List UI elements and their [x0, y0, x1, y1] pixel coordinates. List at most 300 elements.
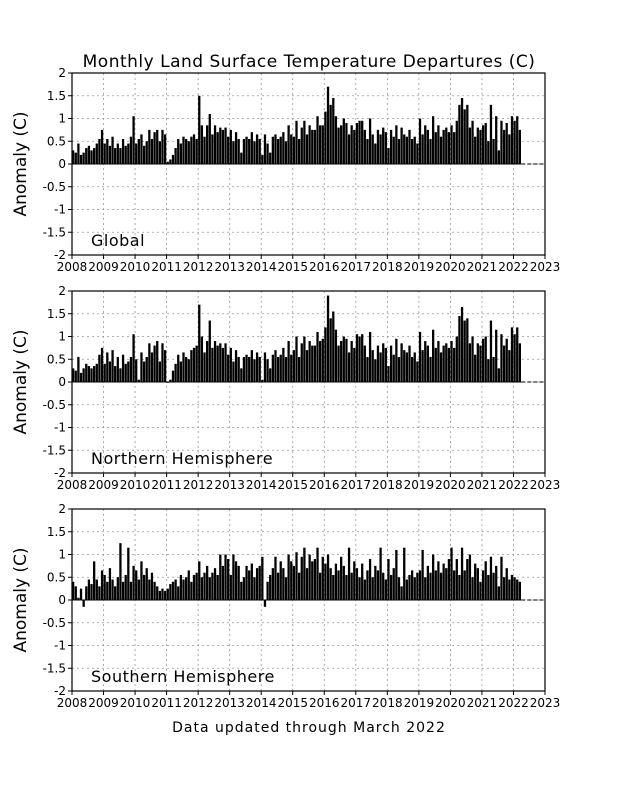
bar [211, 134, 213, 164]
x-tick-label: 2017 [340, 478, 372, 492]
bar [508, 580, 510, 600]
bar [498, 586, 500, 600]
bar [135, 144, 137, 164]
bar [421, 550, 423, 600]
bar [256, 568, 258, 600]
x-tick-label: 2011 [151, 696, 182, 710]
bar [238, 357, 240, 382]
bar [106, 352, 108, 382]
bar [198, 305, 200, 382]
bar [188, 141, 190, 164]
bar [445, 343, 447, 382]
bar [479, 130, 481, 164]
bar [403, 350, 405, 382]
bar [364, 580, 366, 600]
panel-label: Southern Hemisphere [91, 667, 275, 686]
bar [335, 330, 337, 382]
bar [316, 548, 318, 600]
bar [379, 134, 381, 164]
bar [356, 568, 358, 600]
bar [109, 362, 111, 382]
y-axis-label: Anomaly (C) [11, 329, 31, 435]
bar [487, 575, 489, 600]
bar [282, 132, 284, 164]
bar [264, 134, 266, 164]
bar [151, 352, 153, 382]
bar [319, 341, 321, 382]
bar [485, 337, 487, 383]
x-tick-label: 2023 [529, 260, 561, 274]
bar [85, 364, 87, 382]
bar [148, 580, 150, 600]
bar [132, 116, 134, 164]
bar [227, 559, 229, 600]
bar [322, 557, 324, 600]
bar [382, 128, 384, 164]
x-tick-label: 2009 [88, 260, 119, 274]
bar [311, 346, 313, 382]
bar [311, 130, 313, 164]
bar [132, 334, 134, 382]
y-tick-label: 0 [58, 593, 66, 607]
bar [411, 570, 413, 600]
bar [106, 582, 108, 600]
bar [287, 341, 289, 382]
x-tick-label: 2015 [277, 260, 309, 274]
bar [322, 125, 324, 164]
bar [393, 355, 395, 382]
bar [277, 139, 279, 164]
bar [385, 132, 387, 164]
bar [269, 153, 271, 164]
bar [117, 357, 119, 382]
bar [174, 364, 176, 382]
bar [96, 144, 98, 164]
bar [224, 128, 226, 164]
bar [369, 332, 371, 382]
x-tick-label: 2023 [529, 478, 561, 492]
bar [125, 575, 127, 600]
bar [519, 343, 521, 382]
bar [348, 548, 350, 600]
bar [140, 561, 142, 600]
bar [203, 352, 205, 382]
bar [253, 359, 255, 382]
bar [303, 121, 305, 164]
chart-panels [11, 66, 560, 710]
bar [222, 566, 224, 600]
bar [298, 139, 300, 164]
bar [188, 359, 190, 382]
bar [96, 580, 98, 600]
bar [93, 561, 95, 600]
bar [471, 121, 473, 164]
bar [301, 128, 303, 164]
bar [159, 362, 161, 382]
bar [374, 144, 376, 164]
bar [445, 128, 447, 164]
x-tick-label: 2016 [308, 478, 340, 492]
bar [224, 555, 226, 601]
bar [485, 123, 487, 164]
bar [303, 548, 305, 600]
bar [190, 137, 192, 164]
bar [122, 139, 124, 164]
bar [495, 566, 497, 600]
bar [161, 589, 163, 600]
bar [332, 311, 334, 382]
bar [232, 362, 234, 382]
bar [356, 123, 358, 164]
y-tick-label: 0.5 [46, 352, 66, 367]
bar [340, 557, 342, 600]
bar [372, 134, 374, 164]
bar [272, 568, 274, 600]
bar [411, 357, 413, 382]
bar [217, 575, 219, 600]
bar [293, 350, 295, 382]
bar [135, 570, 137, 600]
bar [500, 121, 502, 164]
bar [335, 564, 337, 600]
bar [130, 357, 132, 382]
bar [351, 573, 353, 600]
panel-label: Global [91, 231, 146, 250]
bar [119, 543, 121, 600]
bar [487, 359, 489, 382]
data-updated-note: Data updated through March 2022 [172, 720, 446, 736]
bar [330, 568, 332, 600]
x-tick-label: 2020 [435, 260, 466, 274]
bar [453, 132, 455, 164]
bar [245, 566, 247, 600]
bar [356, 334, 358, 382]
y-tick-label: 0 [58, 157, 66, 171]
x-tick-label: 2012 [182, 478, 214, 492]
bar [153, 346, 155, 382]
bar [224, 343, 226, 382]
bar [132, 566, 134, 600]
bar [125, 364, 127, 382]
bar [427, 566, 429, 600]
bar [243, 139, 245, 164]
bar [340, 341, 342, 382]
y-tick-label: -2 [54, 466, 66, 480]
bar [188, 570, 190, 600]
x-tick-label: 2012 [182, 260, 214, 274]
bar [111, 137, 113, 164]
bar [474, 564, 476, 600]
bar [361, 334, 363, 382]
bar [203, 137, 205, 164]
bar [435, 570, 437, 600]
bar [372, 577, 374, 600]
bar [214, 568, 216, 600]
bar [143, 575, 145, 600]
bar [277, 573, 279, 600]
bar [127, 144, 129, 164]
y-tick-label: 1 [58, 329, 66, 344]
bar [482, 570, 484, 600]
bar [98, 586, 100, 600]
y-tick-label: 2 [58, 502, 66, 516]
x-tick-label: 2010 [119, 260, 151, 274]
y-tick-label: -1.5 [42, 661, 66, 676]
x-tick-label: 2017 [340, 260, 372, 274]
y-tick-label: 1 [58, 547, 66, 562]
bar [280, 137, 282, 164]
bar [440, 352, 442, 382]
bar [290, 355, 292, 382]
bar [119, 368, 121, 382]
bar [243, 357, 245, 382]
bar [314, 559, 316, 600]
bar [424, 341, 426, 382]
bar [146, 141, 148, 164]
bar [437, 561, 439, 600]
bar [508, 134, 510, 164]
bar [495, 116, 497, 164]
bar [311, 561, 313, 600]
bar [266, 144, 268, 164]
bar [511, 327, 513, 382]
bar [114, 586, 116, 600]
y-tick-label: -0.5 [42, 615, 66, 630]
bar [519, 582, 521, 600]
bar [506, 339, 508, 382]
chart-panel-0 [11, 66, 560, 274]
bar [230, 130, 232, 164]
x-tick-label: 2014 [245, 260, 277, 274]
bar [185, 357, 187, 382]
bar [180, 144, 182, 164]
bar [358, 121, 360, 164]
bar [324, 112, 326, 164]
y-tick-label: 0 [58, 375, 66, 389]
bar [474, 355, 476, 382]
bar [130, 582, 132, 600]
bar [211, 573, 213, 600]
y-tick-label: -1 [54, 638, 66, 653]
bar [519, 130, 521, 164]
bar [198, 96, 200, 164]
bar [135, 359, 137, 382]
bar [450, 548, 452, 600]
bar [259, 357, 261, 382]
bar [466, 318, 468, 382]
bar [395, 339, 397, 382]
bar [429, 139, 431, 164]
bar [274, 134, 276, 164]
bar [358, 337, 360, 383]
y-tick-label: -0.5 [42, 397, 66, 412]
bar [185, 139, 187, 164]
x-tick-label: 2011 [151, 478, 182, 492]
bar [161, 343, 163, 382]
bar [477, 128, 479, 164]
bar [280, 355, 282, 382]
bar [214, 341, 216, 382]
bar [177, 586, 179, 600]
bar [180, 575, 182, 600]
bar [287, 555, 289, 601]
bar [379, 548, 381, 600]
bar [130, 137, 132, 164]
bar [138, 139, 140, 164]
bar [406, 137, 408, 164]
bar [161, 130, 163, 164]
bar [206, 341, 208, 382]
bar [382, 573, 384, 600]
bar [80, 373, 82, 382]
x-tick-label: 2015 [277, 696, 309, 710]
x-tick-label: 2022 [498, 696, 529, 710]
bar [406, 352, 408, 382]
bar [182, 580, 184, 600]
bar [340, 125, 342, 164]
bar [251, 132, 253, 164]
bar [450, 125, 452, 164]
bar [174, 580, 176, 600]
bar [503, 346, 505, 382]
bar [437, 125, 439, 164]
bar [377, 346, 379, 382]
y-axis-label: Anomaly (C) [11, 111, 31, 217]
bar [148, 343, 150, 382]
bar [393, 137, 395, 164]
bar [83, 368, 85, 382]
x-tick-label: 2009 [88, 696, 119, 710]
bar [290, 561, 292, 600]
bar [366, 139, 368, 164]
bar [348, 352, 350, 382]
y-tick-label: 0.5 [46, 134, 66, 149]
bar [492, 139, 494, 164]
bar [393, 568, 395, 600]
bar [272, 137, 274, 164]
bar [503, 130, 505, 164]
bar [513, 334, 515, 382]
bar [230, 348, 232, 382]
bar [235, 350, 237, 382]
bar [206, 125, 208, 164]
bar [90, 584, 92, 600]
bar [408, 346, 410, 382]
y-tick-label: 0.5 [46, 570, 66, 585]
y-tick-label: 1.5 [46, 524, 66, 539]
bar [232, 141, 234, 164]
bar [414, 352, 416, 382]
bar [330, 105, 332, 164]
bar [461, 98, 463, 164]
bar [374, 566, 376, 600]
bar [335, 116, 337, 164]
bar [337, 346, 339, 382]
bar [387, 148, 389, 164]
bar [214, 125, 216, 164]
bar [282, 348, 284, 382]
bar [193, 348, 195, 382]
bar [309, 555, 311, 601]
bar [419, 570, 421, 600]
bar [469, 343, 471, 382]
x-tick-label: 2014 [245, 696, 277, 710]
bar [416, 144, 418, 164]
bar [240, 582, 242, 600]
bar [282, 568, 284, 600]
bar [248, 357, 250, 382]
bar [456, 559, 458, 600]
bar [490, 321, 492, 382]
bar [230, 575, 232, 600]
bar [366, 357, 368, 382]
bar [227, 137, 229, 164]
bar [159, 591, 161, 600]
bar [301, 557, 303, 600]
bar [327, 296, 329, 382]
bar [169, 584, 171, 600]
bar [238, 566, 240, 600]
x-tick-label: 2018 [372, 260, 403, 274]
bar [259, 566, 261, 600]
bar [432, 116, 434, 164]
x-tick-label: 2013 [214, 478, 245, 492]
bar [400, 128, 402, 164]
bar [264, 352, 266, 382]
bar [506, 123, 508, 164]
bar [464, 321, 466, 382]
bar [511, 575, 513, 600]
bar [245, 137, 247, 164]
bar [343, 337, 345, 383]
bar [469, 555, 471, 601]
bar [240, 153, 242, 164]
bar [427, 346, 429, 382]
bar [217, 346, 219, 382]
bar [169, 159, 171, 164]
bar [277, 357, 279, 382]
bar [298, 357, 300, 382]
bar [80, 155, 82, 164]
bar [353, 348, 355, 382]
x-tick-label: 2018 [372, 478, 403, 492]
bar [353, 130, 355, 164]
bar [474, 137, 476, 164]
bar [219, 343, 221, 382]
bar [414, 577, 416, 600]
y-tick-label: -1.5 [42, 443, 66, 458]
bar [306, 350, 308, 382]
bar [253, 577, 255, 600]
bar [319, 573, 321, 600]
bar [408, 130, 410, 164]
bar [193, 134, 195, 164]
bar [151, 139, 153, 164]
bar [348, 134, 350, 164]
bar [421, 134, 423, 164]
bar [219, 555, 221, 601]
bar [156, 341, 158, 382]
bar [235, 132, 237, 164]
bar [337, 570, 339, 600]
bar [456, 337, 458, 383]
bar [182, 352, 184, 382]
bar [295, 337, 297, 383]
bar [185, 577, 187, 600]
bar [261, 557, 263, 600]
bar [285, 357, 287, 382]
x-tick-label: 2008 [56, 260, 88, 274]
